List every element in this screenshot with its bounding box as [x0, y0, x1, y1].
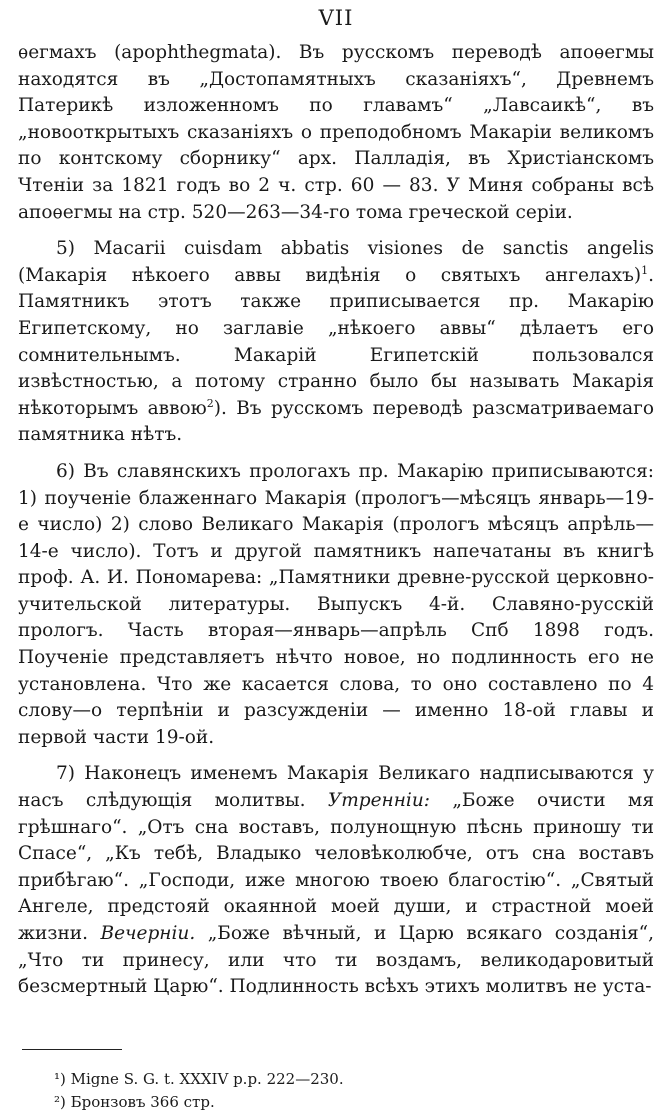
paragraph-visiones	[18, 236, 654, 449]
italic-run: Утренніи:	[327, 790, 430, 812]
body-text	[18, 40, 654, 1001]
page-number: VII	[318, 6, 354, 30]
text-run: ѳегмахъ (apophthegmata). Въ русскомъ переводѣ апоѳегмы находятся въ „Достопамятныхъ сказаніяхъ“, Древнемъ Патерикѣ изложенномъ по главамъ“ „Лавсаикѣ“, въ „новооткрытыхъ сказаніяхъ о преподобномъ Макаріи великомъ по контскому сборнику“ арх. Палладія, въ Христіанскомъ Чтеніи за 1821 годъ во 2 ч. стр. 60 — 83. У Миня собраны всѣ апоѳегмы на стр. 520—263—34-го тома греческой серіи.	[18, 42, 654, 223]
paragraph-prayers	[18, 761, 654, 1000]
paragraph-prologues	[18, 459, 654, 752]
footnote-divider	[22, 1049, 122, 1050]
text-run: „Боже вѣчный, и Царю всякаго созданія“, „Что ти принесу, или что ти воздамъ, великодаровитый безсмертный Царю“. Подлинность всѣхъ этихъ молитвъ не уста-	[18, 923, 654, 998]
footnote-marker: 1	[641, 263, 649, 277]
text-run: 5) Macarii cuisdam abbatis visiones de sanctis angelis (Макарія нѣкоего аввы видѣнія о святыхъ ангелахъ)	[18, 238, 654, 286]
text-run: 7) Наконецъ именемъ Макарія Великаго надписываются у насъ слѣдующія молитвы.	[18, 763, 654, 812]
text-run: „Боже очисти мя грѣшнаго“. „Отъ сна воставъ, полунощную пѣснь приношу ти Спасе“, „Къ тебѣ, Владыко человѣколюбче, отъ сна воставъ прибѣгаю“. „Господи, иже многою твоею благостію“. „Святый Ангеле, предстояй окаянной моей души, и страстной моей жизни.	[18, 790, 654, 944]
footnote-marker: 2	[206, 396, 214, 410]
footnote-1: ¹) Migne S. G. t. XXXIV p.p. 222—230.	[54, 1069, 344, 1088]
book-page	[18, 0, 654, 1111]
footnotes	[18, 1068, 654, 1114]
footnote-2: ²) Бронзовъ 366 стр.	[54, 1092, 215, 1111]
text-run: 6) Въ славянскихъ прологахъ пр. Макарію приписываются: 1) поученіе блаженнаго Макарія (прологъ—мѣсяцъ январь—19-е число) 2) слово Великаго Макарія (прологъ мѣсяцъ апрѣль—14-е число). Тотъ и другой памятникъ напечатаны въ книгѣ проф. А. И. Пономарева: „Памятники древне-русской церковно-учительской литературы. Выпускъ 4-й. Славяно-русскій прологъ. Часть вторая—январь—апрѣль Спб 1898 годъ. Поученіе представляетъ нѣчто новое, но подлинность его не установлена. Что же касается слова, то оно составлено по 4 слову—о терпѣніи и разсужденіи — именно 18-ой главы и первой части 19-ой.	[18, 460, 654, 748]
text-run: ). Въ русскомъ переводѣ разсматриваемаго памятника нѣтъ.	[18, 397, 654, 446]
paragraph-apophthegmata	[18, 40, 654, 226]
text-run: . Памятникъ этотъ также приписывается пр. Макарію Египетскому, но заглавіе „нѣкоего аввы“ дѣлаетъ его сомнительнымъ. Макарій Египетскій пользовался извѣстностью, а потому странно было бы называть Макарія нѣкоторымъ аввою	[18, 264, 654, 419]
italic-run: Вечерніи.	[100, 923, 196, 944]
